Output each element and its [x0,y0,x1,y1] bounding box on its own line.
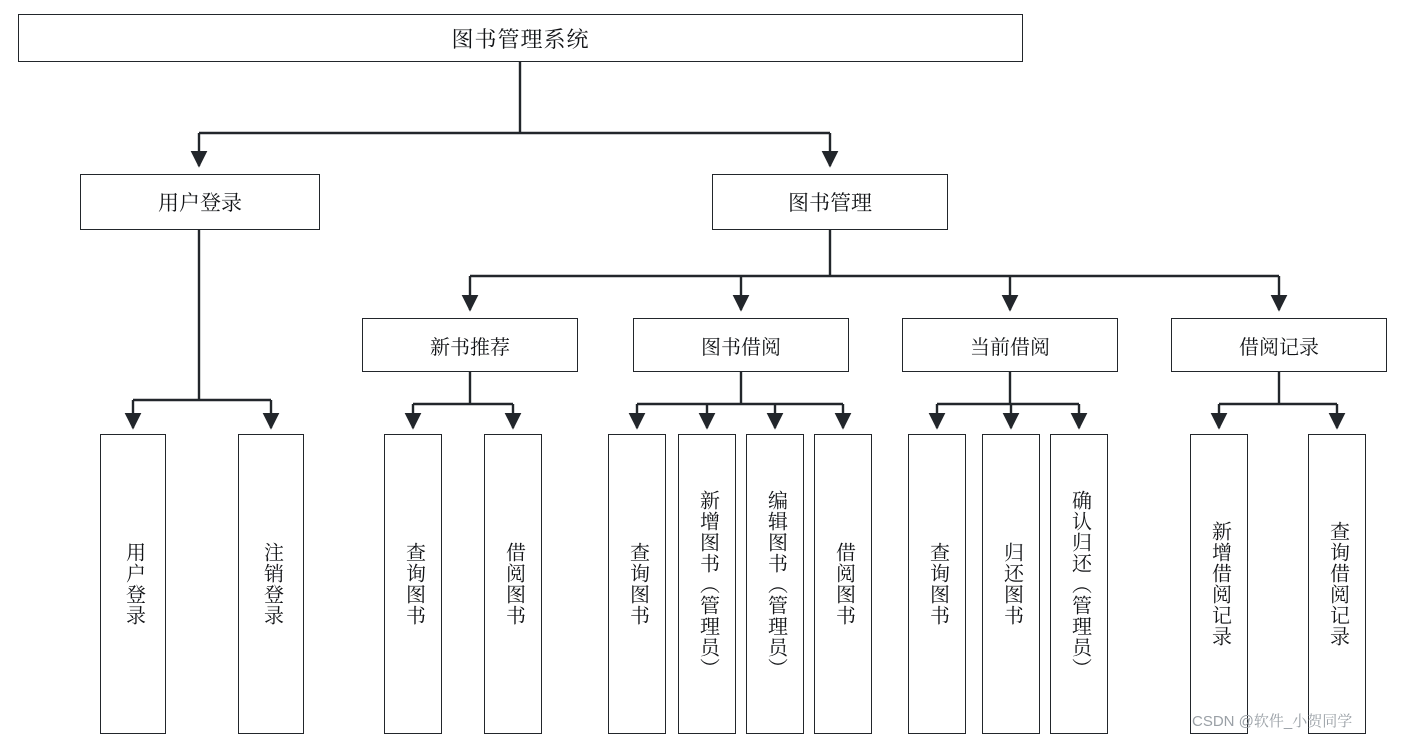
watermark: CSDN @软件_小贺同学 [1192,713,1353,730]
node-leaf-return-book[interactable] [982,434,1040,734]
node-leaf-query-book-1[interactable] [384,434,442,734]
node-new-book-rec[interactable] [362,318,578,372]
node-leaf-logout[interactable] [238,434,304,734]
node-leaf-return-book-label: 归还图书 [1000,542,1023,626]
node-user-login-label: 用户登录 [158,192,242,215]
node-new-book-rec-label: 新书推荐 [430,336,510,359]
node-leaf-query-record[interactable] [1308,434,1366,734]
node-leaf-borrow-book-2[interactable] [814,434,872,734]
node-book-borrow-label: 图书借阅 [701,336,781,359]
node-leaf-query-book-3[interactable] [908,434,966,734]
node-leaf-user-login[interactable] [100,434,166,734]
node-leaf-add-book-label: 新增图书（管理员） [696,489,719,679]
node-leaf-add-book[interactable] [678,434,736,734]
node-current-borrow[interactable] [902,318,1118,372]
node-book-manage[interactable] [712,174,948,230]
node-leaf-edit-book-label: 编辑图书（管理员） [764,489,787,679]
node-leaf-add-record[interactable] [1190,434,1248,734]
node-root-label: 图书管理系统 [451,26,590,52]
node-leaf-query-book-2-label: 查询图书 [626,542,649,626]
node-leaf-confirm-return-label: 确认归还（管理员） [1068,489,1091,679]
node-leaf-borrow-book-2-label: 借阅图书 [832,542,855,626]
node-leaf-borrow-book-1-label: 借阅图书 [502,542,525,626]
node-leaf-user-login-label: 用户登录 [122,542,145,626]
node-book-borrow[interactable] [633,318,849,372]
node-leaf-query-book-1-label: 查询图书 [402,542,425,626]
node-leaf-confirm-return[interactable] [1050,434,1108,734]
node-leaf-query-record-label: 查询借阅记录 [1326,521,1349,647]
node-borrow-record[interactable] [1171,318,1387,372]
node-root[interactable] [18,14,1023,62]
node-leaf-logout-label: 注销登录 [260,542,283,626]
node-leaf-add-record-label: 新增借阅记录 [1208,521,1231,647]
node-leaf-borrow-book-1[interactable] [484,434,542,734]
node-borrow-record-label: 借阅记录 [1239,336,1319,359]
node-leaf-edit-book[interactable] [746,434,804,734]
node-book-manage-label: 图书管理 [788,192,872,215]
node-leaf-query-book-2[interactable] [608,434,666,734]
node-user-login[interactable] [80,174,320,230]
node-leaf-query-book-3-label: 查询图书 [926,542,949,626]
node-current-borrow-label: 当前借阅 [970,336,1050,359]
